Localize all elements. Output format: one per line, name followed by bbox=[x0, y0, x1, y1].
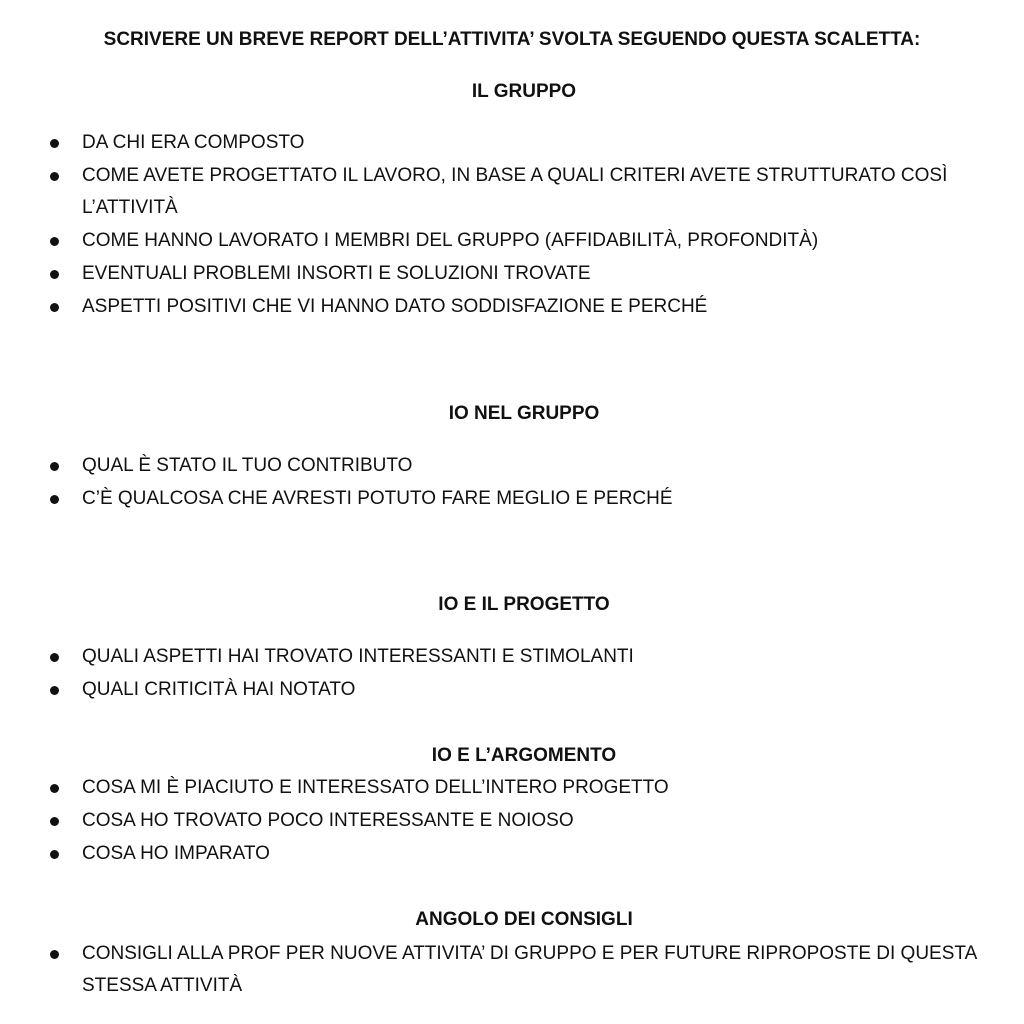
list-item: QUALI ASPETTI HAI TROVATO INTERESSANTI E STIMOLANTI bbox=[48, 641, 988, 673]
list-item: COME AVETE PROGETTATO IL LAVORO, IN BASE A QUALI CRITERI AVETE STRUTTURATO COSÌ L’ATTIVITÀ bbox=[48, 160, 988, 224]
section-heading-angolo-dei-consigli: ANGOLO DEI CONSIGLI bbox=[415, 909, 633, 930]
list-item: QUAL È STATO IL TUO CONTRIBUTO bbox=[48, 450, 988, 482]
section-list-io-e-il-progetto bbox=[48, 641, 988, 707]
list-item: COSA HO IMPARATO bbox=[48, 838, 988, 870]
section-list-il-gruppo bbox=[48, 127, 988, 324]
bullet-icon bbox=[50, 462, 59, 471]
section-list-angolo-dei-consigli bbox=[48, 938, 988, 1003]
list-item: COSA MI È PIACIUTO E INTERESSATO DELL’INTERO PROGETTO bbox=[48, 772, 988, 804]
list-item: DA CHI ERA COMPOSTO bbox=[48, 127, 988, 159]
bullet-icon bbox=[50, 172, 59, 181]
bullet-icon bbox=[50, 653, 59, 662]
list-item: QUALI CRITICITÀ HAI NOTATO bbox=[48, 674, 988, 706]
section-list-io-nel-gruppo bbox=[48, 450, 988, 516]
bullet-icon bbox=[50, 817, 59, 826]
list-item: COSA HO TROVATO POCO INTERESSANTE E NOIOSO bbox=[48, 805, 988, 837]
bullet-icon bbox=[50, 495, 59, 504]
list-item: C’È QUALCOSA CHE AVRESTI POTUTO FARE MEGLIO E PERCHÉ bbox=[48, 483, 988, 515]
list-item: COME HANNO LAVORATO I MEMBRI DEL GRUPPO (AFFIDABILITÀ, PROFONDITÀ) bbox=[48, 225, 988, 257]
section-heading-il-gruppo: IL GRUPPO bbox=[471, 81, 577, 102]
bullet-icon bbox=[50, 237, 59, 246]
bullet-icon bbox=[50, 686, 59, 695]
section-list-io-e-l-argomento bbox=[48, 772, 988, 871]
list-item: CONSIGLI ALLA PROF PER NUOVE ATTIVITA’ DI GRUPPO E PER FUTURE RIPROPOSTE DI QUESTA STESSA ATTIVITÀ bbox=[48, 938, 988, 1002]
section-heading-io-e-l-argomento: IO E L’ARGOMENTO bbox=[431, 745, 617, 766]
bullet-icon bbox=[50, 784, 59, 793]
bullet-icon bbox=[50, 270, 59, 279]
section-heading-io-e-il-progetto: IO E IL PROGETTO bbox=[438, 594, 610, 615]
section-heading-io-nel-gruppo: IO NEL GRUPPO bbox=[448, 403, 600, 424]
bullet-icon bbox=[50, 303, 59, 312]
list-item: ASPETTI POSITIVI CHE VI HANNO DATO SODDISFAZIONE E PERCHÉ bbox=[48, 291, 988, 323]
bullet-icon bbox=[50, 139, 59, 148]
list-item: EVENTUALI PROBLEMI INSORTI E SOLUZIONI TROVATE bbox=[48, 258, 988, 290]
bullet-icon bbox=[50, 950, 59, 959]
bullet-icon bbox=[50, 850, 59, 859]
document-title: SCRIVERE UN BREVE REPORT DELL’ATTIVITA’ SVOLTA SEGUENDO QUESTA SCALETTA: bbox=[103, 29, 921, 50]
